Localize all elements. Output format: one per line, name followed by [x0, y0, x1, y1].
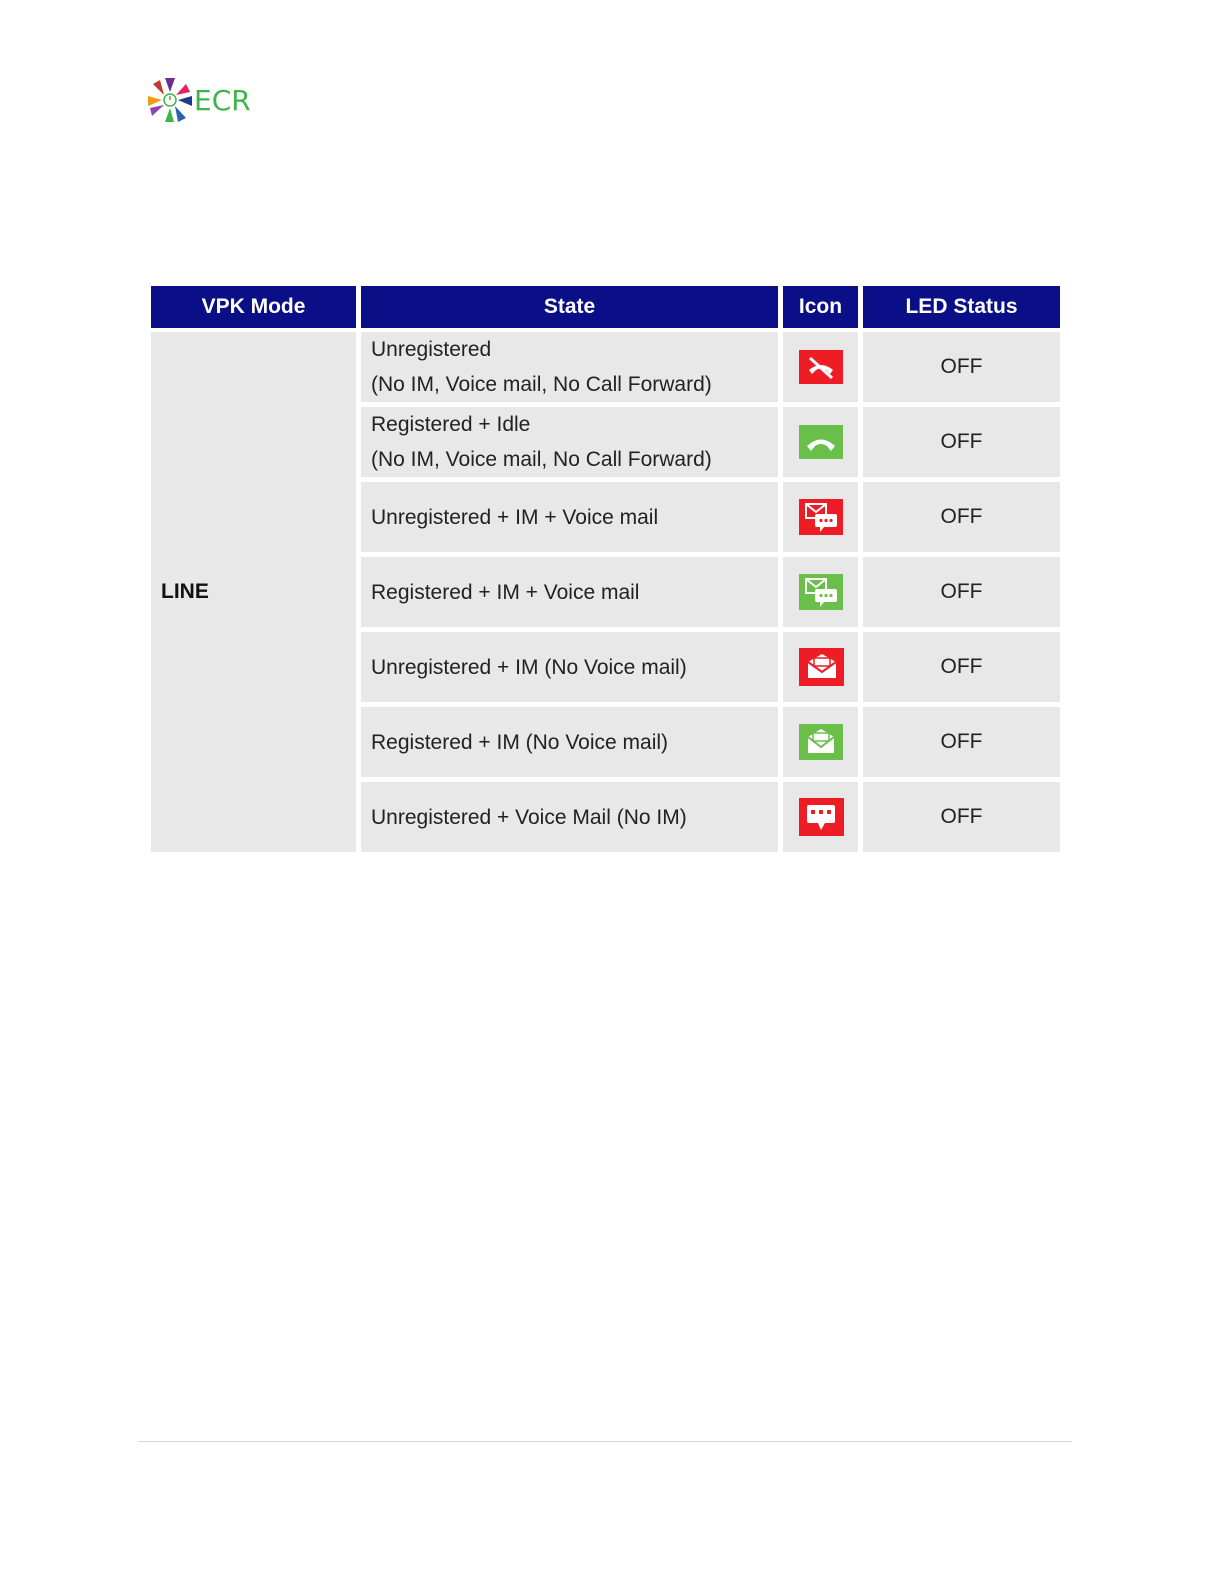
green-envelope-icon: [798, 723, 844, 761]
table-row-state: [361, 332, 778, 402]
state-line-1: Unregistered + IM + Voice mail: [371, 505, 659, 529]
led-status-value: OFF: [863, 632, 1060, 702]
led-status-value: OFF: [863, 782, 1060, 852]
state-line-2: (No IM, Voice mail, No Call Forward): [371, 373, 712, 396]
red-envelope-icon: [798, 648, 844, 686]
red-mail-chat-icon: [798, 498, 844, 536]
table-row-icon-cell: [783, 632, 858, 702]
state-line-1: Registered + IM + Voice mail: [371, 580, 640, 604]
table-row-state: [361, 482, 778, 552]
vpk-led-table: [151, 286, 1060, 852]
footer-divider: [138, 1441, 1072, 1442]
red-chat-bubble-icon: [798, 798, 844, 836]
state-line-1: Unregistered + IM (No Voice mail): [371, 655, 687, 679]
vpk-mode-line: LINE: [151, 332, 356, 852]
red-crossed-phone-icon: [798, 348, 844, 386]
table-row-icon-cell: [783, 782, 858, 852]
header-vpk-mode: VPK Mode: [151, 286, 356, 328]
table-row-icon-cell: [783, 707, 858, 777]
table-row-state: [361, 782, 778, 852]
table-row-state: [361, 707, 778, 777]
table-row-state: [361, 632, 778, 702]
led-status-value: OFF: [863, 557, 1060, 627]
header-icon: Icon: [783, 286, 858, 328]
green-phone-handset-icon: [798, 423, 844, 461]
led-status-value: OFF: [863, 482, 1060, 552]
led-status-value: OFF: [863, 407, 1060, 477]
ecr-logo: [144, 74, 254, 128]
green-mail-chat-icon: [798, 573, 844, 611]
table-row-state: [361, 557, 778, 627]
state-line-1: Registered + IM (No Voice mail): [371, 730, 669, 754]
header-state: State: [361, 286, 778, 328]
table-row-icon-cell: [783, 482, 858, 552]
table-row-state: [361, 407, 778, 477]
state-line-2: (No IM, Voice mail, No Call Forward): [371, 448, 712, 471]
led-status-value: OFF: [863, 707, 1060, 777]
led-status-value: OFF: [863, 332, 1060, 402]
svg-text:ECR: ECR: [194, 84, 251, 117]
state-line-1: Unregistered + Voice Mail (No IM): [371, 805, 687, 829]
table-row-icon-cell: [783, 557, 858, 627]
table-row-icon-cell: [783, 407, 858, 477]
state-line-1: Unregistered: [371, 338, 492, 361]
header-led-status: LED Status: [863, 286, 1060, 328]
table-row-icon-cell: [783, 332, 858, 402]
state-line-1: Registered + Idle: [371, 413, 531, 436]
